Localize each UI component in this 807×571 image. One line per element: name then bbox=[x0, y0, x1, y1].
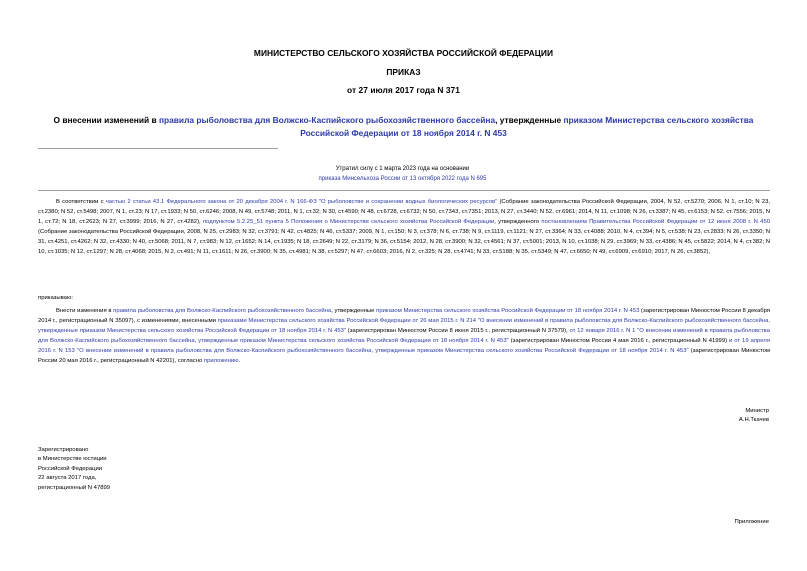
title-link-rules[interactable]: правила рыболовства для Волжско-Каспийского рыбохозяйственного бассейна bbox=[158, 115, 496, 125]
government-decree-link[interactable]: постановлением Правительства Российской Федерации от 12 июня 2008 г. N 450 bbox=[541, 219, 771, 225]
body-text: Внести изменения в bbox=[56, 308, 114, 314]
registration-block bbox=[38, 446, 110, 493]
signature-block bbox=[739, 407, 769, 426]
registration-line: 22 августа 2017 года, bbox=[38, 475, 97, 482]
registration-line: регистрационный N 47899 bbox=[38, 484, 111, 491]
law-link[interactable]: частью 2 статьи 43.1 Федерального закона от 20 декабря 2004 г. N 166-ФЗ "О рыболовстве и сохранении водных биологических ресурсов" bbox=[105, 199, 498, 205]
status-note bbox=[300, 164, 505, 184]
doc-title bbox=[46, 114, 761, 139]
short-divider bbox=[38, 148, 278, 149]
regulation-subpoint-link[interactable]: подпунктом 5.2.25_51 пункта 5 Положения о Министерстве сельского хозяйства Российской Федерации bbox=[202, 219, 495, 225]
body-text: (зарегистрирован Минюстом России 8 декабря 2014 г., регистрационный N 35097), с изменениями, внесенными bbox=[38, 308, 770, 324]
preamble-text: (Собрание законодательства Российской Федерации, 2004, N 52, ст.5270; 2006, N 1, ст.10; N 23, ст.2380; N 52, ст.5498; 2007, N 1, ст.23; N 17, ст.1933; N 50, ст.6246; 2008, N 49, ст.5748; 2011, N 1, ст.32; N 30, ст.4590; N 48, ст.6728, ст.6732; N 50, ст.7343, ст.7351; 2013, N 27, ст.3440; N 52, ст.6961; 2014, N 11, ст.1098; N 26, ст.3387; N 45, ст.6153; N 52, ст.7556; 2015, N 1, ст.72; N 18, ст.2623; N 27, ст.3999; 2016, N 27, ст.4282), bbox=[38, 199, 770, 225]
title-link-order[interactable]: приказом Министерства сельского хозяйства Российской Федерации от 18 ноября 2014 г. N 453 bbox=[300, 115, 754, 138]
signatory-name: А.Н.Ткачев bbox=[738, 417, 769, 424]
preamble-text: (Собрание законодательства Российской Федерации, 2008, N 25, ст.2983; N 32, ст.3791; N 42, ст.4825; N 46, ст.5337; 2009, N 1, ст.150; N 3, ст.378; N 6, ст.738; N 9, ст.1119, ст.1121; N 27, ст.3364; N 33, ст.4088; 2010, N 4, ст.394; N 5, ст.538; N 23, ст.2833; N 26, ст.3350; N 31, ст.4251, ст.4262; N 32, ст.4330; N 40, ст.5068; 2011, N 7, ст.983; N 12, ст.1652; N 14, ст.1935; N 18, ст.2649; N 22, ст.3179; N 36, ст.5154; 2012, N 28, ст.3900; N 32, ст.4561; N 37, ст.5001; 2013, N 10, ст.1038; N 29, ст.3969; N 33, ст.4386; N 45, ст.5822; 2014, N 4, ст.382; N 10, ст.1035; N 12, ст.1297; N 28, ст.4068; 2015, N 2, ст.491; N 11, ст.1611; N 26, ст.3900; N 35, ст.4981; N 38, ст.5297; N 47, ст.6603; 2016, N 2, ст.325; N 28, ст.4741; N 33, ст.5188; N 35, ст.5349; N 47, ст.6650; N 49, ст.6909, ст.6910; 2017, N 26, ст.3852), bbox=[38, 229, 770, 255]
appendix-label: Приложение bbox=[734, 519, 769, 525]
amendment-214-link[interactable]: приказами Министерства сельского хозяйства Российской Федерации от 26 мая 2015 г. N 214 "О внесении изменений в правила рыболовства для Волжско-Каспийского рыбохозяйственного бассейна, утвержденные приказом Министерства сельского хозяйства Российской Федерации от 18 ноября 2014 г. N 453" bbox=[38, 318, 770, 334]
ministry-name: МИНИСТЕРСТВО СЕЛЬСКОГО ХОЗЯЙСТВА РОССИЙСКОЙ ФЕДЕРАЦИИ bbox=[253, 48, 554, 58]
body-text: (зарегистрирован Минюстом России 8 июня 2015 г., регистрационный N 37579), bbox=[346, 328, 570, 334]
status-repeal-link[interactable]: приказа Минсельхоза России от 13 октября 2022 года N 695 bbox=[318, 176, 487, 182]
registration-line: в Министерстве юстиции bbox=[38, 456, 107, 463]
title-text: , утвержденные bbox=[495, 115, 564, 125]
title-text: О внесении изменений в bbox=[53, 115, 159, 125]
appendix-link[interactable]: приложению bbox=[203, 358, 239, 364]
doc-date-number: от 27 июля 2017 года N 371 bbox=[347, 85, 460, 95]
body-text: , утвержденные bbox=[331, 308, 377, 314]
doc-type: ПРИКАЗ bbox=[386, 67, 421, 77]
body-text: (зарегистрирован Минюстом России 4 мая 2016 г., регистрационный N 41999) bbox=[508, 338, 730, 344]
order-word: приказываю: bbox=[38, 295, 74, 301]
body-paragraph bbox=[38, 306, 770, 366]
preamble-text: В соответствии с bbox=[56, 199, 106, 205]
preamble-paragraph bbox=[38, 197, 770, 257]
status-line: Утратил силу с 1 марта 2023 года на основании bbox=[335, 166, 470, 172]
rules-link[interactable]: правила рыболовства для Волжско-Каспийского рыбохозяйственного бассейна bbox=[113, 308, 332, 314]
amendment-153-link[interactable]: и от 19 апреля 2016 г. N 153 "О внесении изменений в правила рыболовства для Волжско-Каспийского рыбохозяйственного бассейна, утвержденные приказом Министерства сельского хозяйства Российской Федерации от 18 ноября 2014 г. N 453" bbox=[38, 338, 771, 354]
order-453-link[interactable]: приказом Министерства сельского хозяйства Российской Федерации от 18 ноября 2014 г. N 453 bbox=[376, 308, 640, 314]
preamble-text: , утвержденного bbox=[494, 219, 542, 225]
body-text: . bbox=[238, 358, 241, 364]
signatory-position: Министр bbox=[745, 408, 769, 414]
registration-line: Зарегистрировано bbox=[38, 447, 89, 453]
registration-line: Российской Федерации bbox=[38, 465, 103, 472]
amendment-1-link[interactable]: от 12 января 2016 г. N 1 "О внесении изменений в правила рыболовства для Волжско-Каспийского рыбохозяйственного бассейна, утвержденные приказом Министерства сельского хозяйства Российской Федерации от 18 ноября 2014 г. N 453" bbox=[38, 328, 770, 344]
long-divider bbox=[38, 190, 770, 191]
body-text: (зарегистрирован Минюстом России 20 мая 2016 г., регистрационный N 42201), согласно bbox=[38, 348, 770, 364]
